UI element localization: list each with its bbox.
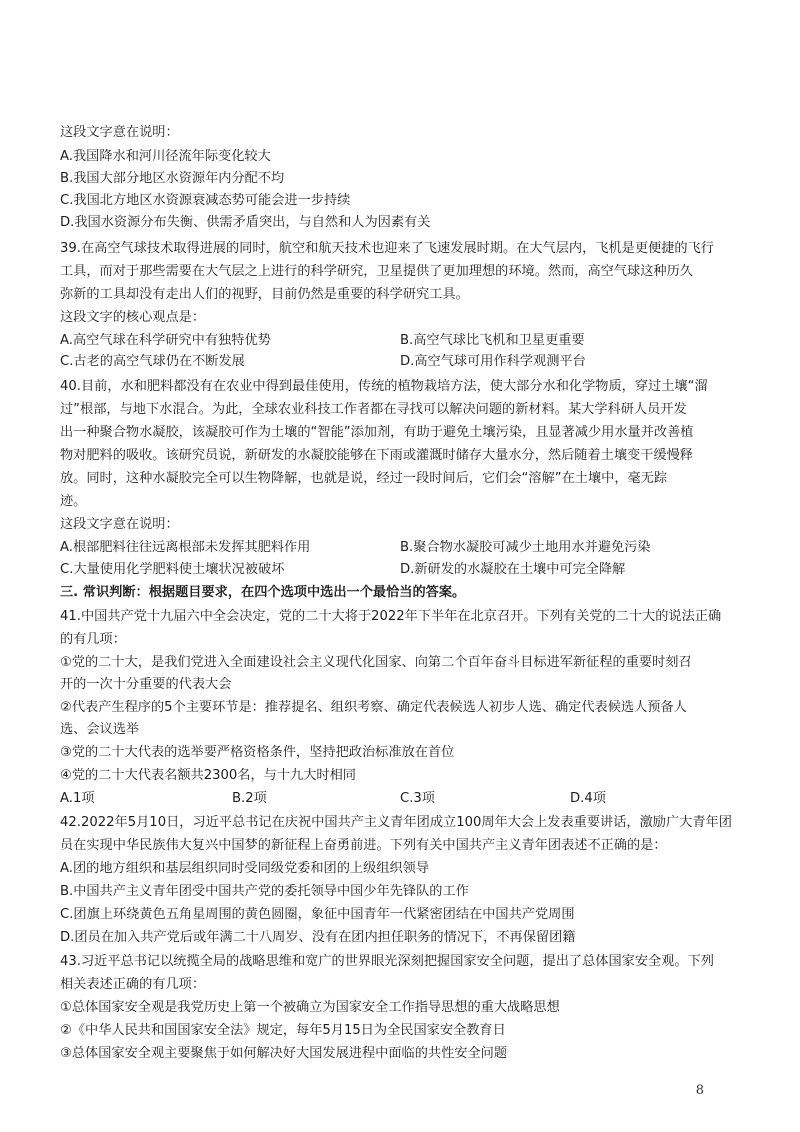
q41-item: ②代表产生程序的5个主要环节是：推荐提名、组织考察、确定代表候选人初步人选、确定代表候选人预备人	[60, 700, 687, 715]
q40-option-d: D.新研发的水凝胶在土壤中可完全降解	[400, 562, 626, 577]
q38-option-b: B.我国大部分地区水资源年内分配不均	[60, 171, 285, 186]
q42-option-d: D.团员在加入共产党后或年满二十八周岁、没有在团内担任职务的情况下，不再保留团籍	[60, 930, 576, 945]
section-title: 三. 常识判断：根据题目要求，在四个选项中选出一个最恰当的答案。	[60, 585, 466, 600]
q41-stem-line: 41.中国共产党十九届六中全会决定，党的二十大将于2022年下半年在北京召开。下列有关党的二十大的说法正确	[60, 609, 722, 624]
q39-option-c: C.古老的高空气球仍在不断发展	[60, 354, 245, 369]
q42-option-b: B.中国共产主义青年团受中国共产党的委托领导中国少年先锋队的工作	[60, 884, 469, 899]
q38-option-d: D.我国水资源分布失衡、供需矛盾突出，与自然和人为因素有关	[60, 215, 431, 230]
q41-item: 选、会议选举	[60, 722, 140, 737]
q39-option-b: B.高空气球比飞机和卫星更重要	[400, 333, 585, 348]
q41-option-c: C.3项	[400, 791, 435, 806]
q42-stem-line: 42.2022年5月10日，习近平总书记在庆祝中国共产主义青年团成立100周年大会上发表重要讲话，激励广大青年团	[60, 815, 732, 830]
q40-stem-line: 物对肥料的吸收。该研究员说，新研发的水凝胶能够在下雨或灌溉时储存大量水分，然后随着土壤变干缓慢释	[60, 448, 693, 463]
q41-item: ①党的二十大，是我们党进入全面建设社会主义现代化国家、向第二个百年奋斗目标进军新征程的重要时刻召	[60, 655, 692, 670]
q43-item: ③总体国家安全观主要聚焦于如何解决好大国发展进程中面临的共性安全问题	[60, 1046, 508, 1061]
q43-item: ①总体国家安全观是我党历史上第一个被确立为国家安全工作指导思想的重大战略思想	[60, 1000, 560, 1015]
q39-option-d: D.高空气球可用作科学观测平台	[400, 354, 586, 369]
q40-stem-line: 出一种聚合物水凝胶，该凝胶可作为土壤的“智能”添加剂，有助于避免土壤污染，且显著减少用水量并改善植	[60, 425, 694, 440]
q41-option-a: A.1项	[60, 791, 95, 806]
q42-option-a: A.团的地方组织和基层组织同时受同级党委和团的上级组织领导	[60, 861, 430, 876]
q41-item: 开的一次十分重要的代表大会	[60, 677, 232, 692]
q38-prompt: 这段文字意在说明：	[60, 125, 179, 140]
q41-item: ④党的二十大代表名额共2300名，与十九大时相同	[60, 768, 356, 783]
q40-stem-line: 40.目前，水和肥料都没有在农业中得到最佳使用，传统的植物栽培方法，使大部分水和化学物质，穿过土壤“溜	[60, 379, 708, 394]
q43-stem-line: 相关表述正确的有几项：	[60, 977, 206, 992]
q43-stem-line: 43.习近平总书记以统揽全局的战略思维和宽广的世界眼光深刻把握国家安全问题，提出了总体国家安全观。下列	[60, 954, 714, 969]
q39-option-a: A.高空气球在科学研究中有独特优势	[60, 333, 271, 348]
q40-stem-line: 过”根部，与地下水混合。为此，全球农业科技工作者都在寻找可以解决问题的新材料。某大学科研人员开发	[60, 402, 687, 417]
q39-stem-line: 弥新的工具却没有走出人们的视野，目前仍然是重要的科学研究工具。	[60, 287, 469, 302]
q40-option-b: B.聚合物水凝胶可减少土地用水并避免污染	[400, 540, 651, 555]
q39-stem-line: 39.在高空气球技术取得进展的同时，航空和航天技术也迎来了飞速发展时期。在大气层内，飞机是更便捷的飞行	[60, 241, 714, 256]
q41-option-d: D.4项	[570, 791, 606, 806]
q40-option-c: C.大量使用化学肥料使土壤状况被破坏	[60, 562, 285, 577]
q40-stem-line: 放。同时，这种水凝胶完全可以生物降解，也就是说，经过一段时间后，它们会“溶解”在土壤中，毫无踪	[60, 471, 668, 486]
q39-prompt: 这段文字的核心观点是：	[60, 310, 206, 325]
q43-item: ②《中华人民共和国国家安全法》规定，每年5月15日为全民国家安全教育日	[60, 1023, 506, 1038]
q41-item: ③党的二十大代表的选举要严格资格条件，坚持把政治标准放在首位	[60, 745, 455, 760]
q40-option-a: A.根部肥料往往远离根部未发挥其肥料作用	[60, 540, 311, 555]
q38-option-a: A.我国降水和河川径流年际变化较大	[60, 149, 271, 164]
q40-stem-line: 迹。	[60, 494, 87, 509]
q39-stem-line: 工具，而对于那些需要在大气层之上进行的科学研究，卫星提供了更加理想的环境。然而，高空气球这种历久	[60, 264, 693, 279]
q40-prompt: 这段文字意在说明：	[60, 517, 179, 532]
page-number: 8	[695, 1083, 704, 1098]
q42-stem-line: 员在实现中华民族伟大复兴中国梦的新征程上奋勇前进。下列有关中国共产主义青年团表述不正确的是：	[60, 838, 667, 853]
q41-option-b: B.2项	[232, 791, 267, 806]
q42-option-c: C.团旗上环绕黄色五角星周围的黄色圆圈，象征中国青年一代紧密团结在中国共产党周围	[60, 907, 575, 922]
q41-stem-line: 的有几项：	[60, 632, 126, 647]
q38-option-c: C.我国北方地区水资源衰减态势可能会进一步持续	[60, 193, 351, 208]
